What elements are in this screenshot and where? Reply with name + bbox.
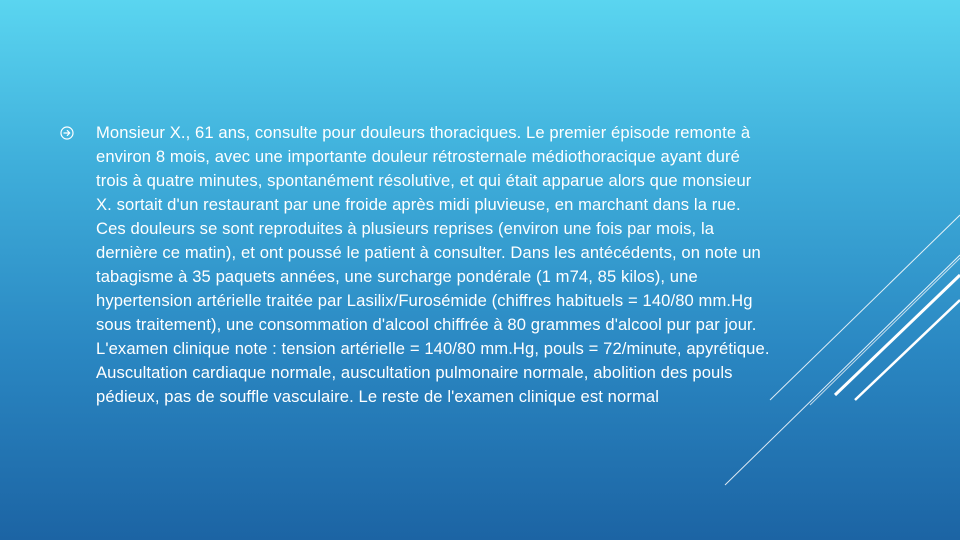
paragraph-line: environ 8 mois, avec une importante douleur rétrosternale médiothoracique ayant duré xyxy=(96,147,740,166)
paragraph-line: hypertension artérielle traitée par Lasilix/Furosémide (chiffres habituels = 140/80 mm.Hg xyxy=(96,291,753,310)
paragraph-line: X. sortait d'un restaurant par une froide après midi pluvieuse, en marchant dans la rue. xyxy=(96,195,741,214)
paragraph-line: Ces douleurs se sont reproduites à plusieurs reprises (environ une fois par mois, la xyxy=(96,219,715,238)
paragraph-line: pédieux, pas de souffle vasculaire. Le reste de l'examen clinique est normal xyxy=(96,387,659,406)
paragraph-line: Monsieur X., 61 ans, consulte pour douleurs thoraciques. Le premier épisode remonte à xyxy=(96,123,751,142)
paragraph-line: trois à quatre minutes, spontanément résolutive, et qui était apparue alors que monsieur xyxy=(96,171,752,190)
paragraph-line: tabagisme à 35 paquets années, une surcharge pondérale (1 m74, 85 kilos), une xyxy=(96,267,698,286)
paragraph xyxy=(96,121,896,409)
paragraph-line: dernière ce matin), et ont poussé le patient à consulter. Dans les antécédents, on note un xyxy=(96,243,761,262)
paragraph-line: L'examen clinique note : tension artérielle = 140/80 mm.Hg, pouls = 72/minute, apyrétique. xyxy=(96,339,770,358)
circled-arrow-right-icon xyxy=(60,126,74,140)
paragraph-line: Auscultation cardiaque normale, auscultation pulmonaire normale, abolition des pouls xyxy=(96,363,733,382)
paragraph-line: sous traitement), une consommation d'alcool chiffrée à 80 grammes d'alcool pur par jour. xyxy=(96,315,757,334)
